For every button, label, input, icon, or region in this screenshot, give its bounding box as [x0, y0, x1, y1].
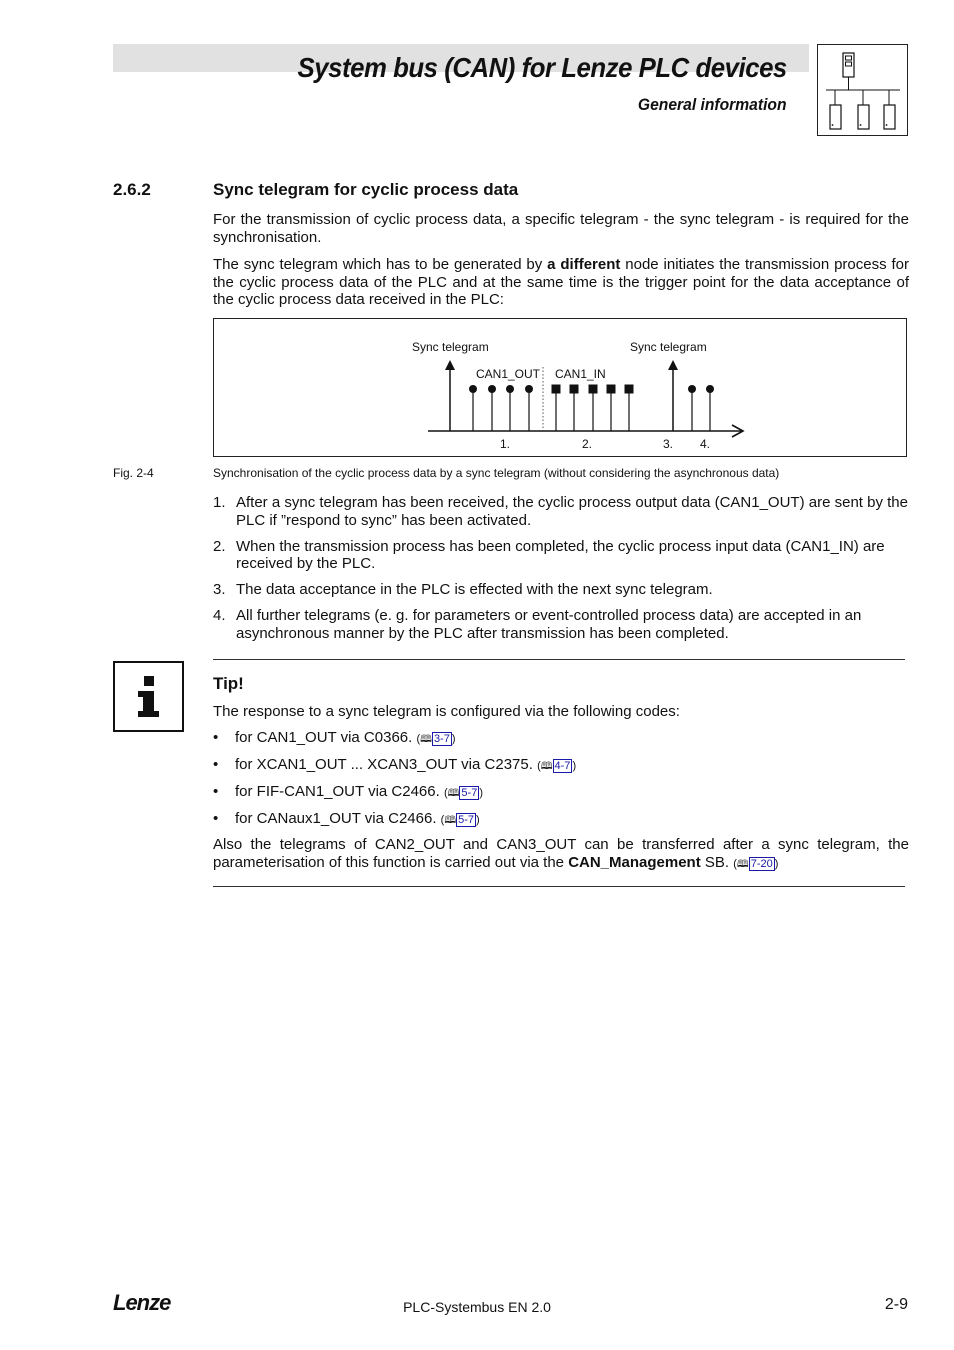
can1-in-telegram	[625, 385, 634, 394]
list-item	[213, 607, 909, 642]
paragraph-text: node initiates the transmission process for the cyclic process data of the PLC and at the same time is the trigger point for the data acceptance of the cyclic process data received in the PLC:	[213, 256, 910, 308]
paragraph-text: SB.	[700, 853, 734, 871]
step-tick-label: 2.	[582, 437, 593, 451]
bullet: •	[213, 810, 219, 827]
list-text: for CAN1_OUT via C0366.	[235, 729, 417, 746]
info-icon	[113, 661, 184, 732]
list-number: 3.	[213, 581, 226, 598]
book-icon: 🕮	[736, 858, 749, 870]
steps-list	[213, 494, 909, 651]
page-link[interactable]: 5-7	[458, 814, 475, 826]
paragraph-text: Also the telegrams of CAN2_OUT and CAN3_OUT can be transferred after a sync telegram, the parameterisation of this function is carried out via the	[213, 836, 909, 871]
can1-out-telegram	[469, 385, 477, 393]
list-item	[213, 810, 909, 837]
list-text: for FIF-CAN1_OUT via C2466.	[235, 783, 444, 800]
tip-outro	[213, 836, 909, 873]
page-title: System bus (CAN) for Lenze PLC devices	[297, 52, 787, 83]
page-link[interactable]: 7-20	[750, 857, 773, 870]
book-icon: 🕮	[420, 734, 432, 745]
list-text: When the transmission process has been completed, the cyclic process input data (CAN1_IN) are received by the PLC.	[236, 537, 885, 572]
tip-title: Tip!	[213, 674, 244, 693]
can1-in-telegram	[607, 385, 616, 394]
section-number: 2.6.2	[113, 180, 151, 199]
book-icon: 🕮	[444, 815, 457, 826]
network-topology-icon	[817, 44, 908, 136]
bullet: •	[213, 783, 219, 800]
section-title: Sync telegram for cyclic process data	[213, 180, 519, 199]
page-reference[interactable]: (🕮 5-7 )	[443, 787, 483, 799]
book-icon: 🕮	[447, 788, 460, 799]
can1-out-telegram	[488, 385, 496, 393]
tip-intro: The response to a sync telegram is configured via the following codes:	[213, 703, 680, 720]
step-tick-label: 1.	[500, 437, 511, 451]
list-text: After a sync telegram has been received, the cyclic process output data (CAN1_OUT) are sent by the PLC if ”respond to sync” has been activated.	[236, 494, 908, 529]
list-number: 1.	[213, 494, 226, 511]
page-reference[interactable]: (🕮 4-7 )	[537, 760, 577, 772]
page-reference[interactable]: (🕮 7-20 )	[733, 857, 779, 870]
page-number: 2-9	[884, 1296, 908, 1313]
paragraph-bold: CAN_Management	[568, 853, 701, 871]
page-subtitle: General information	[638, 95, 787, 114]
tip-code-list	[213, 729, 909, 837]
page-reference[interactable]: (🕮 3-7 )	[416, 733, 456, 745]
list-number: 4.	[213, 607, 226, 624]
list-item	[213, 538, 909, 573]
sync-arrow-head	[445, 360, 455, 370]
sync-telegram-figure	[213, 318, 907, 457]
list-text: The data acceptance in the PLC is effected with the next sync telegram.	[236, 581, 713, 598]
list-text: All further telegrams (e. g. for parameters or event-controlled process data) are accepted in an asynchronous manner by the PLC after transmission has been completed.	[236, 607, 862, 642]
list-item	[213, 581, 909, 599]
async-telegram	[688, 385, 696, 393]
document-id: PLC-Systembus EN 2.0	[403, 1299, 551, 1315]
async-telegram	[706, 385, 714, 393]
page-link[interactable]: 5-7	[461, 787, 478, 799]
can1-out-telegram	[506, 385, 514, 393]
paragraph-bold: a different	[547, 256, 621, 273]
sync-telegram-label: Sync telegram	[412, 340, 489, 354]
sync-arrow-head	[668, 360, 678, 370]
page-link[interactable]: 3-7	[433, 733, 450, 745]
list-text: for CANaux1_OUT via C2466.	[235, 810, 441, 827]
list-item	[213, 756, 909, 783]
can1-in-telegram	[570, 385, 579, 394]
book-icon: 🕮	[540, 761, 553, 772]
paragraph-intro: For the transmission of cyclic process data, a specific telegram - the sync telegram - is required for the synchronisation.	[213, 211, 909, 246]
paragraph-sync-description	[213, 256, 909, 309]
sync-telegram-label: Sync telegram	[630, 340, 707, 354]
lenze-logo: Lenze	[113, 1290, 171, 1315]
step-tick-label: 4.	[700, 437, 711, 451]
step-tick-label: 3.	[663, 437, 674, 451]
page-reference[interactable]: (🕮 5-7 )	[440, 814, 480, 826]
can1-in-telegram	[552, 385, 561, 394]
figure-caption-text: Synchronisation of the cyclic process data by a sync telegram (without considering the asynchronous data)	[213, 466, 780, 480]
tip-bottom-rule	[213, 886, 905, 887]
can1-in-telegram	[589, 385, 598, 394]
bullet: •	[213, 729, 219, 746]
timing-diagram	[214, 319, 908, 458]
paragraph-text: The sync telegram which has to be generated by	[213, 256, 548, 273]
bullet: •	[213, 756, 219, 773]
tip-top-rule	[213, 659, 905, 660]
figure-caption-label: Fig. 2-4	[113, 466, 154, 480]
list-text: for XCAN1_OUT ... XCAN3_OUT via C2375.	[235, 756, 538, 773]
list-item	[213, 729, 909, 756]
can1-in-label: CAN1_IN	[555, 367, 606, 381]
list-number: 2.	[213, 537, 226, 555]
can1-out-label: CAN1_OUT	[476, 367, 541, 381]
list-item	[213, 783, 909, 810]
list-item	[213, 494, 909, 529]
page-link[interactable]: 4-7	[554, 760, 571, 772]
can1-out-telegram	[525, 385, 533, 393]
